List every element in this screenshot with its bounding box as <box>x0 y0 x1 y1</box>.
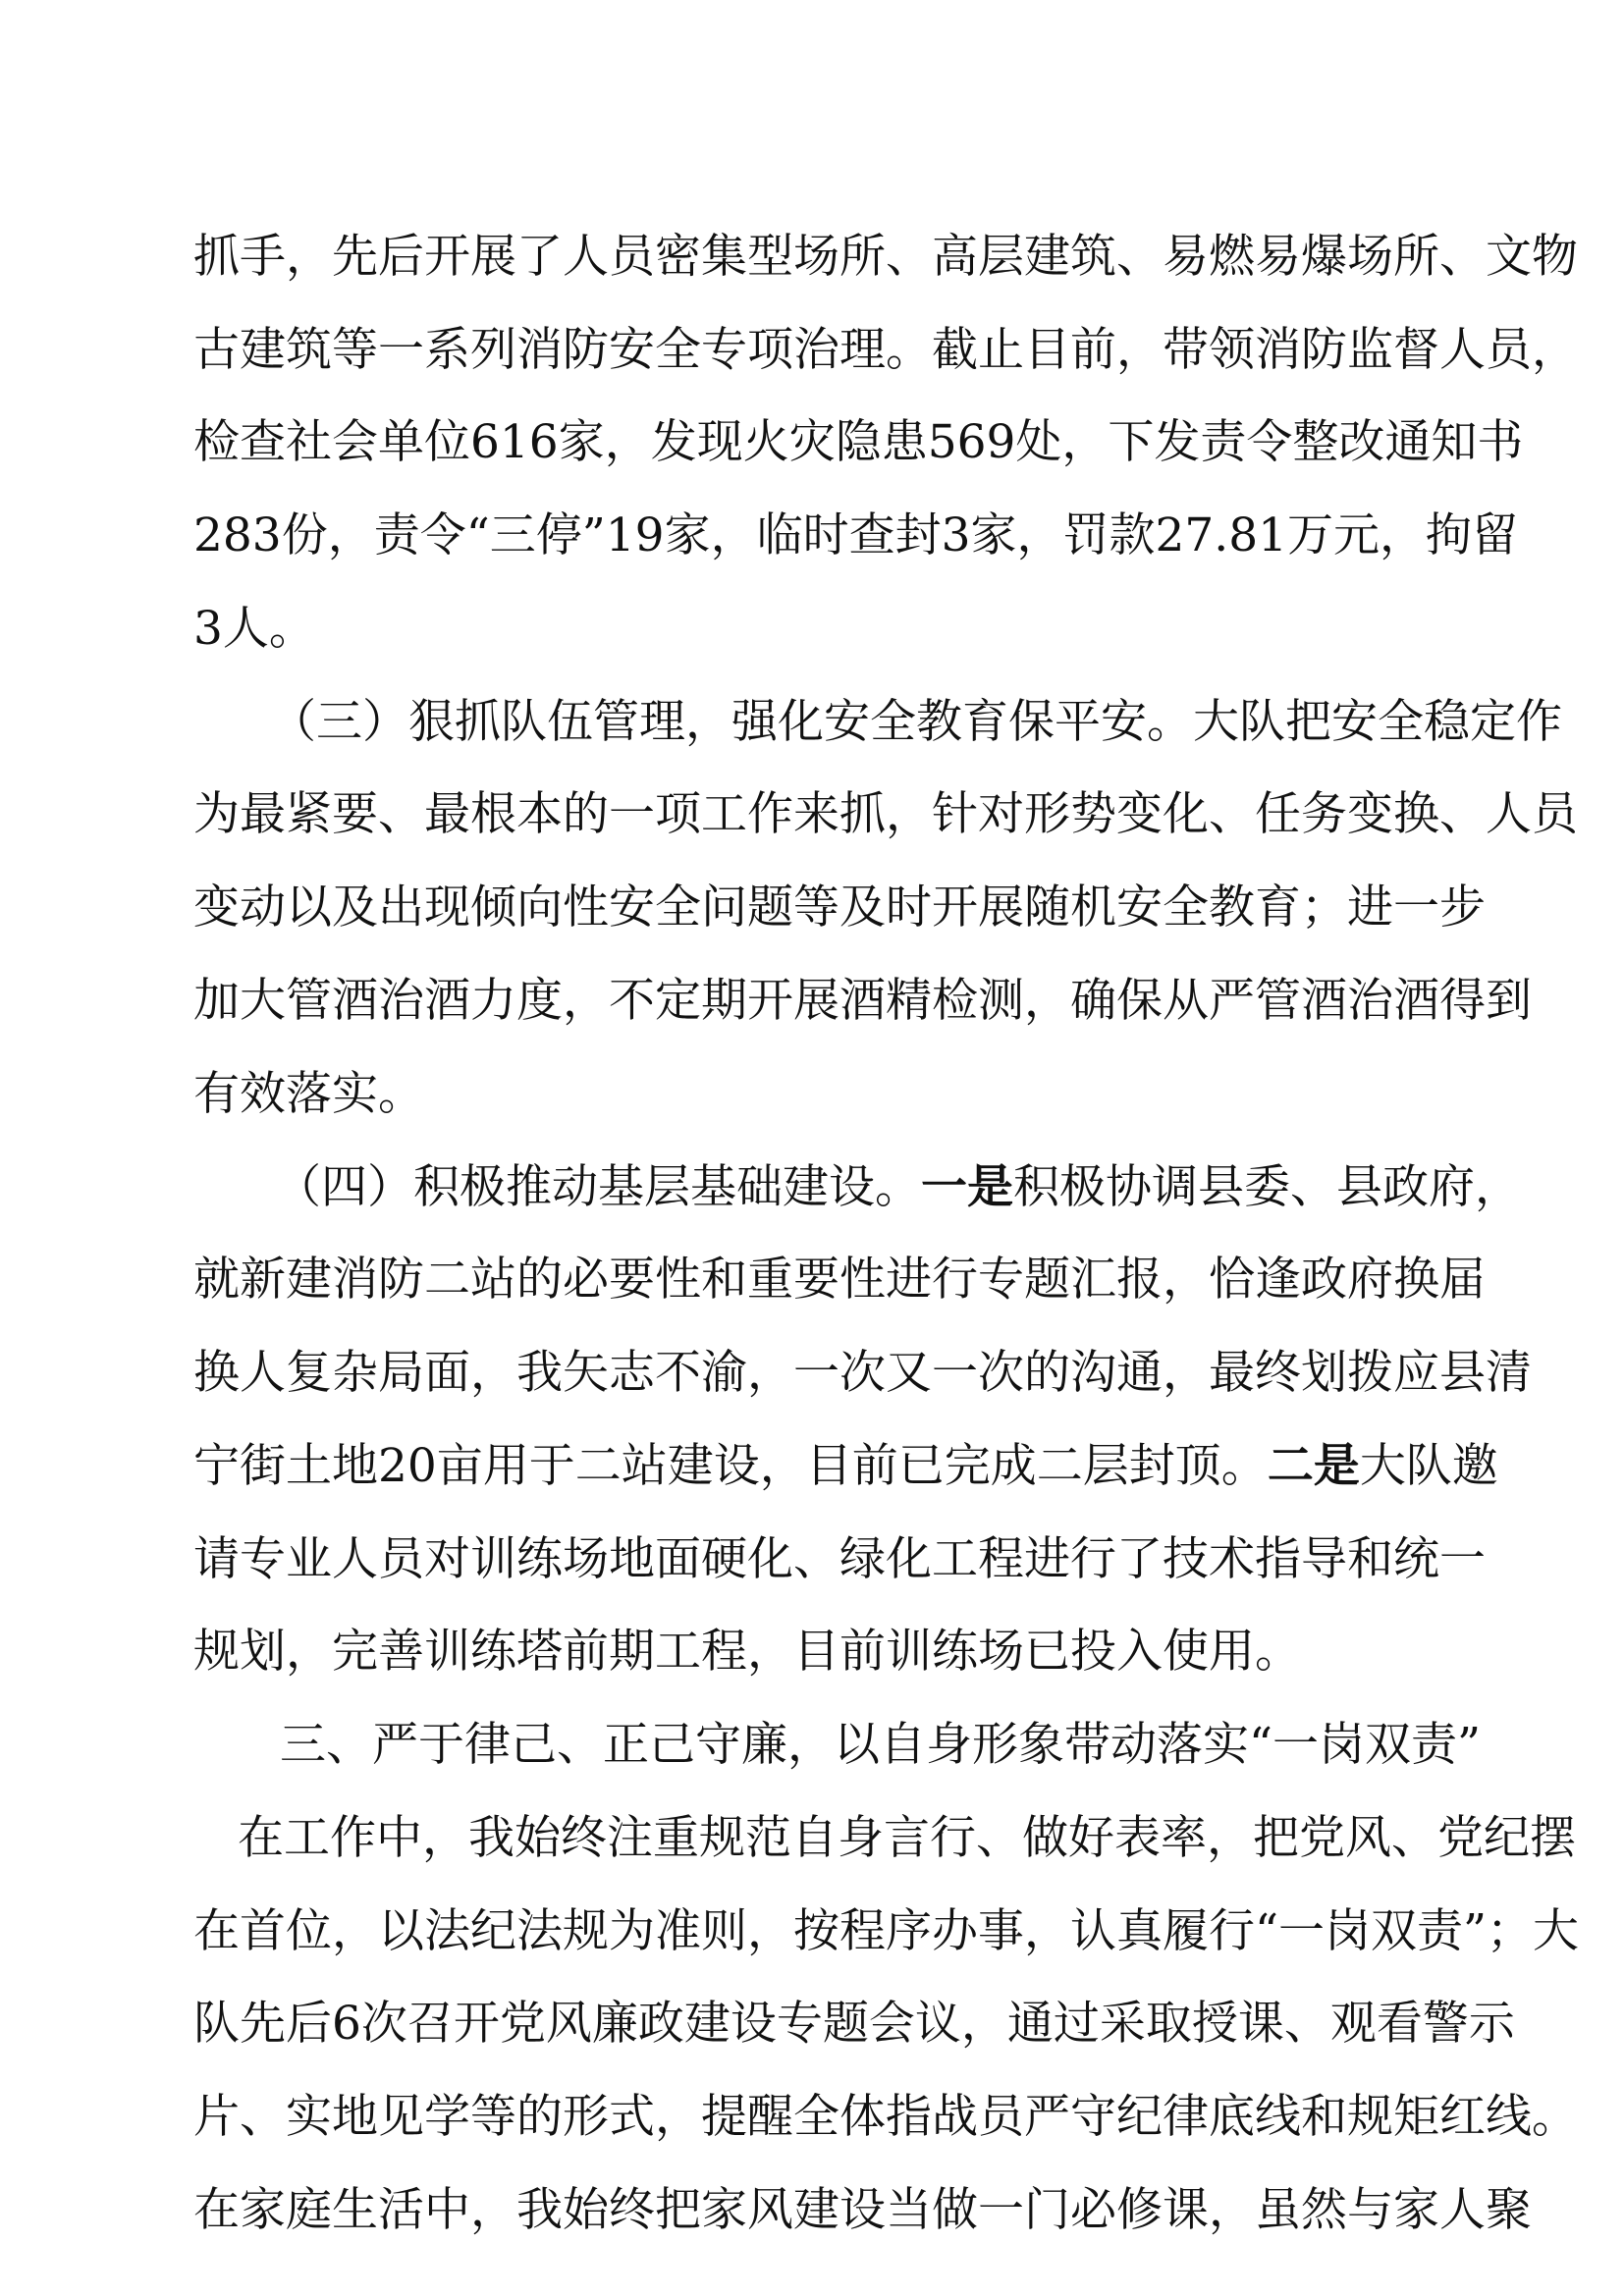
emphasis-second: 二是 <box>1267 1439 1360 1493</box>
text-line-19: 在首位，以法纪法规为准则，按程序办事，认真履行“一岗双责”；大 <box>193 1904 1580 1958</box>
text-line-14 <box>193 1427 1498 1506</box>
section-three-heading: 三、严于律己、正己守廉，以自身形象带动落实“一岗双责” <box>280 1718 1482 1772</box>
text-line-15: 请专业人员对训练场地面硬化、绿化工程进行了技术指导和统一 <box>193 1532 1486 1586</box>
text-line-12: 就新建消防二站的必要性和重要性进行专题汇报，恰逢政府换届 <box>193 1253 1486 1307</box>
section-four-heading: （四）积极推动基层基础建设。 <box>275 1160 921 1214</box>
text-line-2: 古建筑等一系列消防安全专项治理。截止目前，带领消防监督人员， <box>193 323 1578 377</box>
text-line-11 <box>275 1148 1521 1227</box>
line-14-text: 宁街土地20亩用于二站建设，目前已完成二层封顶。 <box>193 1439 1268 1493</box>
text-line-3: 检查社会单位616家，发现火灾隐患569处，下发责令整改通知书 <box>193 415 1524 469</box>
text-line-1: 抓手，先后开展了人员密集型场所、高层建筑、易燃易爆场所、文物 <box>193 230 1578 284</box>
text-line-8: 变动以及出现倾向性安全问题等及时开展随机安全教育；进一步 <box>193 881 1486 934</box>
text-line-22: 在家庭生活中，我始终把家风建设当做一门必修课，虽然与家人聚 <box>193 2183 1532 2237</box>
text-line-7: 为最紧要、最根本的一项工作来抓，针对形势变化、任务变换、人员 <box>193 787 1578 841</box>
text-line-20: 队先后6次召开党风廉政建设专题会议，通过采取授课、观看警示 <box>193 1997 1515 2051</box>
line-14-tail: 大队邀 <box>1359 1439 1498 1493</box>
text-line-5: 3人。 <box>193 602 315 656</box>
text-line-4: 283份，责令“三停”19家，临时查封3家，罚款27.81万元，拘留 <box>193 508 1519 562</box>
text-line-9: 加大管酒治酒力度，不定期开展酒精检测，确保从严管酒治酒得到 <box>193 974 1532 1028</box>
text-line-13: 换人复杂局面，我矢志不渝，一次又一次的沟通，最终划拨应县清 <box>193 1346 1532 1400</box>
section-four-text: 积极协调县委、县政府， <box>1013 1160 1521 1214</box>
text-line-21: 片、实地见学等的形式，提醒全体指战员严守纪律底线和规矩红线。 <box>193 2090 1578 2144</box>
text-line-6: （三）狠抓队伍管理，强化安全教育保平安。大队把安全稳定作 <box>270 695 1562 749</box>
text-line-18: 在工作中，我始终注重规范自身言行、做好表率，把党风、党纪摆 <box>238 1811 1576 1865</box>
text-line-10: 有效落实。 <box>193 1067 424 1121</box>
emphasis-first: 一是 <box>921 1160 1013 1214</box>
text-line-16: 规划，完善训练塔前期工程，目前训练场已投入使用。 <box>193 1625 1301 1679</box>
